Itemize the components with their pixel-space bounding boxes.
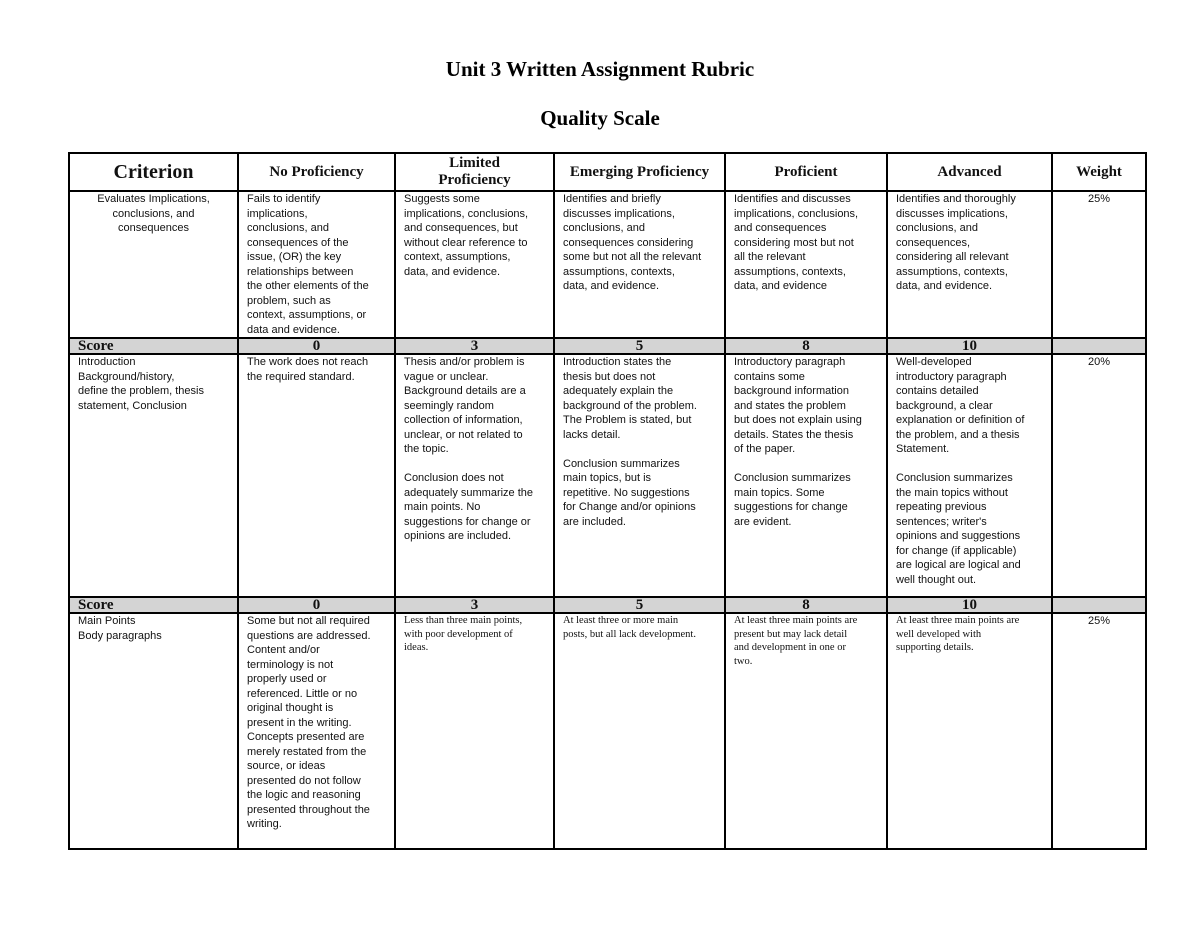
score-value: 0 [238,597,395,613]
criterion-label: Main Points Body paragraphs [69,613,238,849]
criterion-label: Evaluates Implications, conclusions, and consequences [69,191,238,338]
cell-advanced [887,191,1052,338]
cell-proficient [725,613,887,849]
weight-value: 20% [1052,354,1146,597]
score-label: Score [69,338,238,354]
score-value: 0 [238,338,395,354]
score-value: 5 [554,338,725,354]
cell-emerging-proficiency [554,613,725,849]
header-row [69,153,1146,191]
criterion-row-implications [69,191,1146,338]
cell-text: Some but not all required questions are addressed. Content and/or terminology is not properly used or referenced. Little or no original thought is present in the writing. Concepts presented are merely restated from the source, or ideas presented do not follow the logic and reasoning presented throughout the writing. [247,615,371,830]
header-proficient: Proficient [725,153,887,191]
cell-advanced [887,613,1052,849]
criterion-row-introduction [69,354,1146,597]
weight-value: 25% [1052,191,1146,338]
header-advanced: Advanced [887,153,1052,191]
score-row [69,338,1146,354]
cell-limited-proficiency [395,191,554,338]
cell-emerging-proficiency [554,191,725,338]
score-empty [1052,597,1146,613]
cell-text: Introduction states the thesis but does not adequately explain the background of the problem. The Problem is stated, but lacks detail. Conclusion summarizes main topics, but is repetitive. No suggestions for Change and/or opinions are included. [563,356,697,528]
score-label: Score [69,597,238,613]
criterion-row-main-points [69,613,1146,849]
cell-limited-proficiency [395,354,554,597]
cell-text: Suggests some implications, conclusions, and consequences, but without clear reference to context, assumptions, data, and evidence. [404,193,529,278]
header-no-proficiency: No Proficiency [238,153,395,191]
header-criterion: Criterion [69,153,238,191]
score-row [69,597,1146,613]
cell-proficient [725,354,887,597]
cell-text: At least three or more main posts, but all lack development. [563,615,696,640]
cell-text: Less than three main points, with poor development of ideas. [404,615,523,653]
document-subtitle: Quality Scale [540,106,660,130]
score-value: 5 [554,597,725,613]
criterion-label: Introduction Background/history, define the problem, thesis statement, Conclusion [69,354,238,597]
header-emerging-proficiency: Emerging Proficiency [554,153,725,191]
score-value: 8 [725,338,887,354]
score-value: 3 [395,597,554,613]
weight-value: 25% [1052,613,1146,849]
cell-text: Identifies and thoroughly discusses implications, conclusions, and consequences, considering all relevant assumptions, contexts, data, and evidence. [896,193,1016,292]
cell-text: At least three main points are present but may lack detail and development in one or two. [734,615,858,667]
score-value: 8 [725,597,887,613]
score-value: 10 [887,338,1052,354]
cell-text: Well-developed introductory paragraph contains detailed background, a clear explanation or definition of the problem, and a thesis Statement. Conclusion summarizes the main topics without repeating previous sentences; writer's opinions and suggestions for change (if applicable) are logical are logical and well thought out. [896,356,1025,586]
cell-limited-proficiency [395,613,554,849]
cell-text: Identifies and briefly discusses implications, conclusions, and consequences considering some but not all the relevant assumptions, contexts, data, and evidence. [563,193,702,292]
header-limited-proficiency: Limited Proficiency [395,153,554,191]
cell-text: Fails to identify implications, conclusions, and consequences of the issue, (OR) the key relationships between the other elements of the problem, such as context, assumptions, or data and evidence. [247,193,369,336]
cell-text: Identifies and discusses implications, conclusions, and consequences considering most but not all the relevant assumptions, contexts, data, and evidence [734,193,859,292]
cell-no-proficiency [238,191,395,338]
cell-emerging-proficiency [554,354,725,597]
cell-text: At least three main points are well developed with supporting details. [896,615,1020,653]
score-empty [1052,338,1146,354]
cell-text: Introductory paragraph contains some background information and states the problem but does not explain using details. States the thesis of the paper. Conclusion summarizes main topics. Some suggestions for change are evident. [734,356,862,528]
score-value: 10 [887,597,1052,613]
cell-no-proficiency [238,354,395,597]
cell-no-proficiency [238,613,395,849]
cell-proficient [725,191,887,338]
cell-text: The work does not reach the required standard. [247,356,369,383]
document-title: Unit 3 Written Assignment Rubric [445,57,755,81]
score-value: 3 [395,338,554,354]
cell-text: Thesis and/or problem is vague or unclear. Background details are a seemingly random collection of information, unclear, or not related to the topic. Conclusion does not adequately summarize the main points. No suggestions for change or opinions are included. [404,356,534,542]
cell-advanced [887,354,1052,597]
header-weight: Weight [1052,153,1146,191]
rubric-table [68,152,1147,850]
